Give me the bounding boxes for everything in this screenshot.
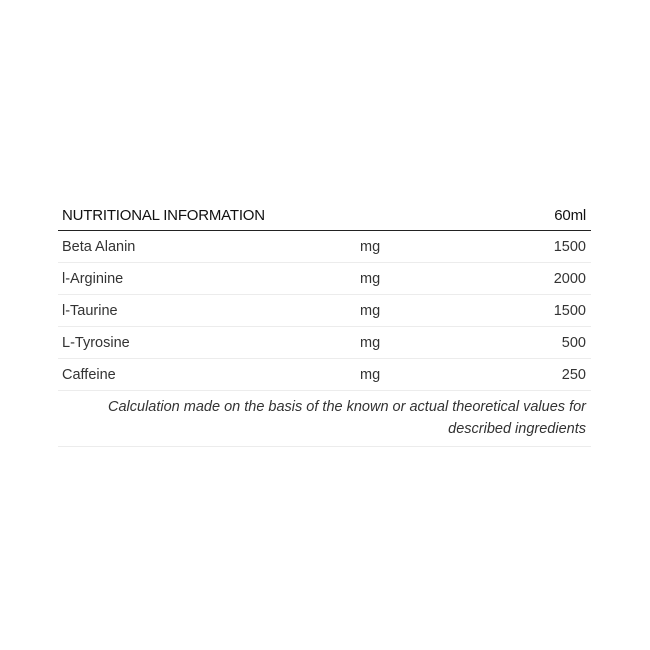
ingredient-value: 500 [561,334,586,351]
ingredient-value: 1500 [553,302,586,319]
ingredient-unit: mg [360,334,381,351]
table-row [58,263,591,295]
ingredient-value: 2000 [553,270,586,287]
ingredient-name: Beta Alanin [62,238,136,255]
table-row [58,327,591,359]
ingredient-name: l-Arginine [62,270,124,287]
ingredient-unit: mg [360,270,381,287]
ingredient-name: l-Taurine [62,302,118,319]
serving-size: 60ml [554,206,586,224]
ingredient-unit: mg [360,238,381,255]
ingredient-value: 1500 [553,238,586,255]
table-row [58,295,591,327]
table-row [58,231,591,263]
table-row [58,359,591,391]
ingredient-value: 250 [561,366,586,383]
table-title: NUTRITIONAL INFORMATION [62,206,265,224]
ingredient-name: Caffeine [62,366,116,383]
table-header [58,200,591,231]
ingredient-unit: mg [360,302,381,319]
ingredient-name: L-Tyrosine [62,334,130,351]
nutrition-table [58,200,591,447]
calculation-note: Calculation made on the basis of the known or actual theoretical values for described ingredients [58,391,591,447]
ingredient-unit: mg [360,366,381,383]
